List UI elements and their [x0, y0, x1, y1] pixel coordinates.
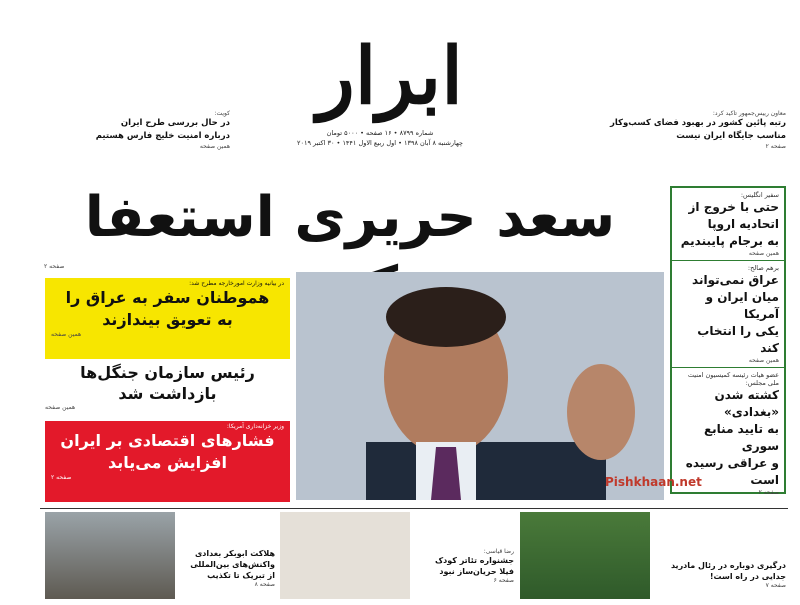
bottom-news-line: هلاکت ابوبکر بغدادی — [194, 549, 275, 558]
right-news-line: یکی را انتخاب کند — [697, 324, 779, 355]
right-news-line: و عراقی رسیده است — [685, 456, 779, 487]
yellow-news-box[interactable] — [45, 278, 290, 359]
bottom-news-line: واکنش‌های بین‌المللی — [190, 560, 275, 569]
red-kicker: وزیر خزانه‌داری آمریکا: — [226, 423, 284, 430]
top-right-page: صفحه ۲ — [765, 143, 786, 150]
main-photo — [296, 272, 664, 500]
right-news-kicker: سفیر انگلیس: — [740, 191, 779, 199]
top-right-title-2: مناسب جایگاه ایران نیست — [676, 131, 786, 141]
middle-line-2: بازداشت شد — [118, 384, 217, 403]
top-right-kicker: معاون رییس‌جمهور تاکید کرد: — [712, 110, 786, 117]
bottom-divider — [40, 508, 788, 509]
top-left-page: همین صفحه — [199, 143, 230, 150]
right-news-item-1[interactable] — [672, 188, 784, 261]
right-news-line: حتی با خروج از — [688, 200, 779, 214]
bottom-news-2[interactable] — [414, 548, 514, 584]
yellow-page: همین صفحه — [51, 331, 82, 338]
top-left-kicker: کویت: — [214, 110, 230, 117]
main-headline[interactable]: سعد حریری استعفا — [84, 185, 616, 250]
bottom-news-line: درگیری دوباره در رئال مادرید — [670, 561, 786, 570]
right-news-line: به برجام پایبندیم — [680, 234, 779, 248]
bottom-news-page: صفحه ۶ — [493, 577, 514, 584]
right-news-column — [670, 186, 786, 494]
burnt-vehicle-photo — [45, 512, 175, 599]
issue-info — [290, 128, 470, 148]
right-news-page: صفحه ۲ — [758, 489, 779, 496]
middle-page: همین صفحه — [45, 404, 76, 411]
right-news-line: میان ایران و آمریکا — [705, 290, 779, 321]
top-left-teaser[interactable] — [40, 110, 230, 150]
issue-line-2: چهارشنبه ۸ آبان ۱۳۹۸ • اول ربیع الاول ۱۴۴۱ • ۳۰ اکتبر ۲۰۱۹ — [296, 139, 464, 147]
top-left-title-1: در حال بررسی طرح ایران — [120, 118, 230, 128]
yellow-kicker: در بیانیه وزارت امورخارجه مطرح شد: — [189, 280, 284, 287]
red-line-2: افزایش می‌یابد — [108, 453, 227, 472]
watermark: Pishkhaan.net — [605, 475, 702, 489]
right-news-line: اتحادیه اروپا — [707, 217, 779, 231]
red-news-box[interactable] — [45, 421, 290, 502]
middle-news-item[interactable] — [45, 362, 290, 418]
red-line-1: فشارهای اقتصادی بر ایران — [60, 431, 275, 450]
right-news-page: همین صفحه — [748, 357, 779, 364]
top-right-teaser[interactable] — [586, 110, 786, 150]
right-news-kicker: برهم صالح: — [747, 264, 779, 272]
right-news-line: عراق نمی‌تواند — [692, 273, 779, 287]
bottom-news-1[interactable] — [651, 560, 786, 589]
bottom-news-line: جشنواره تئاتر کودک — [434, 556, 514, 565]
right-news-kicker: عضو هیات رئیسه کمیسیون امنیت ملی مجلس: — [687, 371, 779, 387]
yellow-line-2: به تعویق بیندازند — [102, 310, 233, 329]
person-photo — [280, 512, 410, 599]
bottom-news-line: فیلا حریان‌ساز نبود — [439, 567, 514, 576]
football-photo — [520, 512, 650, 599]
masthead-title: ابرار — [317, 31, 463, 122]
middle-line-1: رئیس سازمان جنگل‌ها — [80, 363, 255, 382]
issue-line-1: شماره ۸۷۹۹ • ۱۶ صفحه • ۵۰۰۰ تومان — [326, 129, 434, 137]
bottom-news-page: صفحه ۸ — [254, 581, 275, 588]
right-news-item-2[interactable] — [672, 261, 784, 368]
bottom-news-line: از تبریک تا تکذیب — [207, 571, 275, 580]
red-page: صفحه ۲ — [51, 474, 72, 481]
bottom-news-kicker: رضا قیاسی: — [483, 548, 514, 555]
right-news-line: کشته شدن «بغدادی» — [714, 388, 779, 419]
top-right-title-1: رتبه پائین کشور در بهبود فضای کسب‌وکار — [609, 118, 786, 128]
bottom-news-line: جدایی در راه است! — [709, 572, 786, 581]
right-news-line: به تایید منابع سوری — [703, 422, 779, 453]
portrait-illustration — [296, 272, 664, 500]
bottom-news-page: صفحه ۷ — [765, 582, 786, 589]
top-left-title-2: درباره امنیت خلیج فارس هستیم — [95, 131, 230, 141]
bottom-news-3[interactable] — [180, 548, 275, 588]
main-headline-page: صفحه ۲ — [44, 263, 65, 270]
right-news-page: همین صفحه — [748, 250, 779, 257]
yellow-line-1: هموطنان سفر به عراق را — [65, 288, 270, 307]
